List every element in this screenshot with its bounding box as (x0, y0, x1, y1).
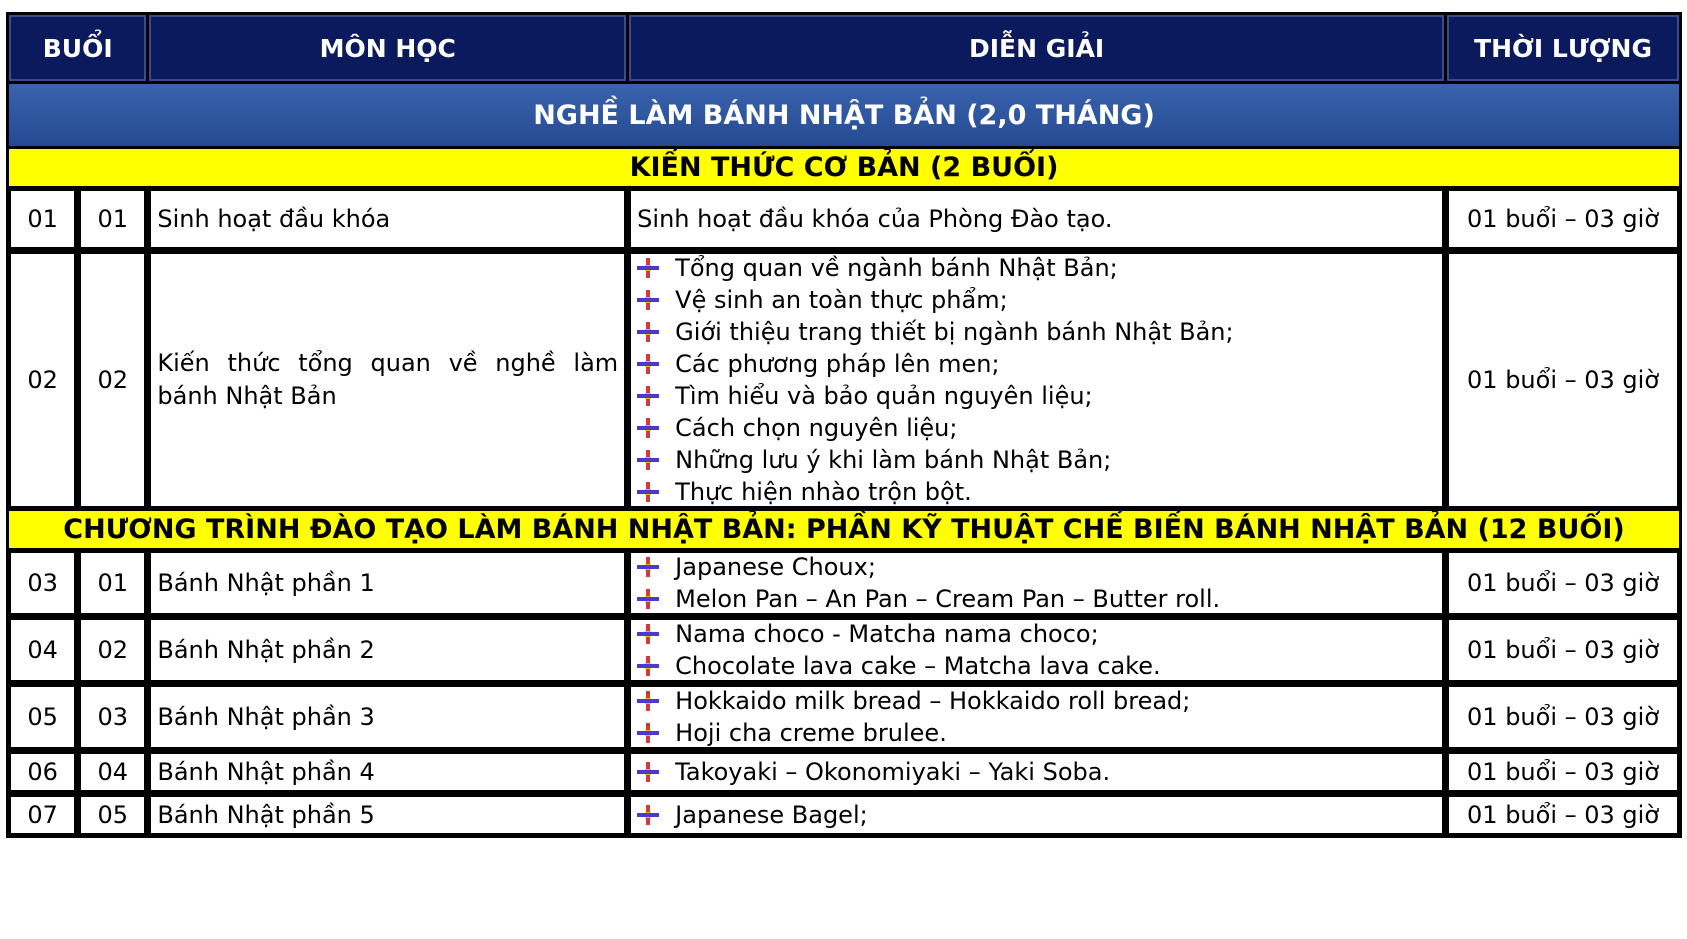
star-bullet-icon (637, 804, 659, 826)
description-item-text: Giới thiệu trang thiết bị ngành bánh Nhật Bản; (675, 318, 1234, 346)
description-item-text: Hoji cha creme brulee. (675, 719, 947, 747)
description-item-text: Cách chọn nguyên liệu; (675, 414, 958, 442)
description-cell (629, 795, 1444, 835)
description-item-text: Tổng quan về ngành bánh Nhật Bản; (675, 254, 1118, 282)
list-item (637, 551, 1436, 583)
star-bullet-icon (637, 588, 659, 610)
list-item (637, 618, 1436, 650)
table-row (9, 685, 1679, 749)
description-cell (629, 252, 1444, 508)
list-item (637, 476, 1436, 508)
section-row (9, 511, 1679, 548)
list-item (637, 252, 1436, 284)
table-row (9, 189, 1679, 249)
list-item (637, 380, 1436, 412)
session-number: 03 (9, 551, 76, 615)
header-duration: THỜI LƯỢNG (1447, 15, 1679, 81)
description-item-text: Japanese Choux; (675, 553, 876, 581)
star-bullet-icon (637, 289, 659, 311)
star-bullet-icon (637, 690, 659, 712)
subject-name: Bánh Nhật phần 1 (149, 551, 626, 615)
list-item (637, 284, 1436, 316)
table-body (9, 84, 1679, 835)
lesson-index: 01 (79, 551, 146, 615)
star-bullet-icon (637, 655, 659, 677)
session-number: 01 (9, 189, 76, 249)
duration: 01 buổi – 03 giờ (1447, 189, 1679, 249)
curriculum-table (6, 12, 1682, 838)
table-row (9, 252, 1679, 508)
star-bullet-icon (637, 321, 659, 343)
section-title: KIẾN THỨC CƠ BẢN (2 BUỔI) (9, 149, 1679, 186)
description-list (637, 618, 1436, 682)
header-subject: MÔN HỌC (149, 15, 626, 81)
description-cell (629, 618, 1444, 682)
subject-name: Bánh Nhật phần 3 (149, 685, 626, 749)
description-text: Sinh hoạt đầu khóa của Phòng Đào tạo. (637, 205, 1113, 233)
star-bullet-icon (637, 257, 659, 279)
description-item-text: Tìm hiểu và bảo quản nguyên liệu; (675, 382, 1093, 410)
description-item-text: Thực hiện nhào trộn bột. (675, 478, 972, 506)
lesson-index: 04 (79, 752, 146, 792)
list-item (637, 799, 1436, 831)
description-item-text: Melon Pan – An Pan – Cream Pan – Butter roll. (675, 585, 1221, 613)
list-item (637, 717, 1436, 749)
star-bullet-icon (637, 556, 659, 578)
description-cell (629, 189, 1444, 249)
duration: 01 buổi – 03 giờ (1447, 795, 1679, 835)
description-item-text: Vệ sinh an toàn thực phẩm; (675, 286, 1008, 314)
description-item-text: Những lưu ý khi làm bánh Nhật Bản; (675, 446, 1112, 474)
star-bullet-icon (637, 722, 659, 744)
star-bullet-icon (637, 449, 659, 471)
duration: 01 buổi – 03 giờ (1447, 252, 1679, 508)
session-number: 02 (9, 252, 76, 508)
star-bullet-icon (637, 761, 659, 783)
header-row (9, 15, 1679, 81)
curriculum-page (6, 12, 1682, 838)
subject-name: Bánh Nhật phần 5 (149, 795, 626, 835)
list-item (637, 756, 1436, 788)
list-item (637, 412, 1436, 444)
course-title: NGHỀ LÀM BÁNH NHẬT BẢN (2,0 THÁNG) (9, 84, 1679, 146)
session-number: 06 (9, 752, 76, 792)
star-bullet-icon (637, 385, 659, 407)
duration: 01 buổi – 03 giờ (1447, 551, 1679, 615)
description-cell (629, 685, 1444, 749)
session-number: 04 (9, 618, 76, 682)
list-item (637, 650, 1436, 682)
subject-name: Bánh Nhật phần 2 (149, 618, 626, 682)
list-item (637, 583, 1436, 615)
description-item-text: Hokkaido milk bread – Hokkaido roll bread; (675, 687, 1191, 715)
duration: 01 buổi – 03 giờ (1447, 752, 1679, 792)
star-bullet-icon (637, 417, 659, 439)
lesson-index: 03 (79, 685, 146, 749)
description-cell (629, 752, 1444, 792)
section-title: CHƯƠNG TRÌNH ĐÀO TẠO LÀM BÁNH NHẬT BẢN: PHẦN KỸ THUẬT CHẾ BIẾN BÁNH NHẬT BẢN (12 BUỔI) (9, 511, 1679, 548)
list-item (637, 316, 1436, 348)
star-bullet-icon (637, 623, 659, 645)
table-row (9, 795, 1679, 835)
description-list (637, 551, 1436, 615)
star-bullet-icon (637, 481, 659, 503)
lesson-index: 02 (79, 252, 146, 508)
description-list (637, 685, 1436, 749)
table-row (9, 618, 1679, 682)
description-list (637, 756, 1436, 788)
section-row (9, 149, 1679, 186)
description-item-text: Các phương pháp lên men; (675, 350, 1000, 378)
description-item-text: Japanese Bagel; (675, 801, 868, 829)
header-description: DIỄN GIẢI (629, 15, 1444, 81)
duration: 01 buổi – 03 giờ (1447, 685, 1679, 749)
description-item-text: Nama choco - Matcha nama choco; (675, 620, 1099, 648)
description-list (637, 252, 1436, 508)
duration: 01 buổi – 03 giờ (1447, 618, 1679, 682)
course-title-row (9, 84, 1679, 146)
list-item (637, 444, 1436, 476)
lesson-index: 02 (79, 618, 146, 682)
star-bullet-icon (637, 353, 659, 375)
description-item-text: Takoyaki – Okonomiyaki – Yaki Soba. (675, 758, 1111, 786)
subject-name: Sinh hoạt đầu khóa (149, 189, 626, 249)
description-item-text: Chocolate lava cake – Matcha lava cake. (675, 652, 1161, 680)
subject-name: Bánh Nhật phần 4 (149, 752, 626, 792)
table-row (9, 551, 1679, 615)
lesson-index: 05 (79, 795, 146, 835)
session-number: 05 (9, 685, 76, 749)
list-item (637, 685, 1436, 717)
description-cell (629, 551, 1444, 615)
table-row (9, 752, 1679, 792)
description-list (637, 799, 1436, 831)
header-session: BUỔI (9, 15, 146, 81)
session-number: 07 (9, 795, 76, 835)
subject-name: Kiến thức tổng quan về nghề làm bánh Nhật Bản (149, 252, 626, 508)
list-item (637, 348, 1436, 380)
lesson-index: 01 (79, 189, 146, 249)
